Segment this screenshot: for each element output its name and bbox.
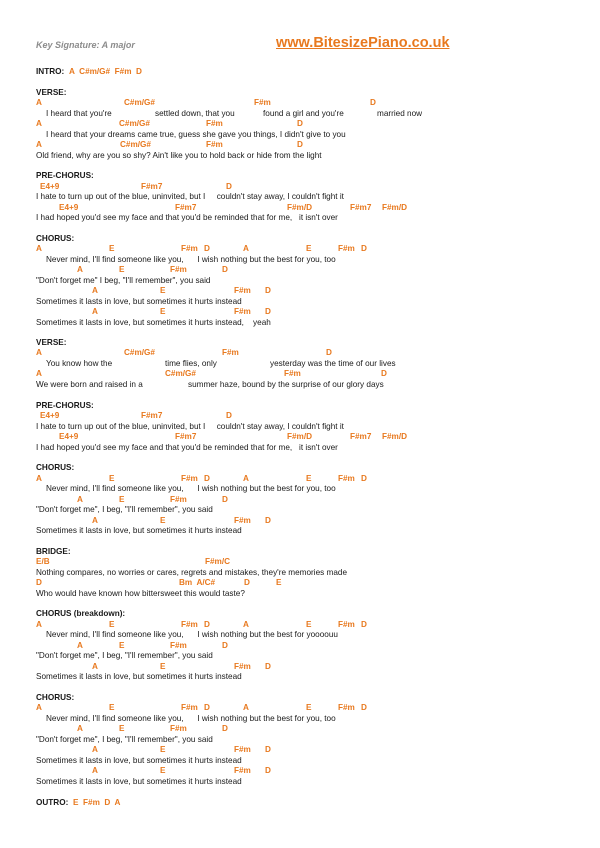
chord-symbol: A — [77, 724, 83, 733]
section-label — [0, 170, 600, 181]
lyric-text: I heard that you're — [46, 109, 112, 118]
chord-symbol: A — [92, 662, 98, 671]
chord-symbol: E — [306, 474, 312, 483]
chord-symbol: F#m — [222, 348, 239, 357]
chord-symbol: D — [222, 265, 228, 274]
lyric-text: Sometimes it lasts in love, but sometimes it hurts instead, yeah — [36, 318, 271, 327]
lyric-line — [0, 671, 600, 682]
chord-symbol: A — [243, 620, 249, 629]
lyric-text: I hate to turn up out of the blue, uninvited, but I couldn't stay away, I couldn't fight it — [36, 422, 344, 431]
chord-symbol: F#m — [181, 620, 198, 629]
lyric-line — [0, 776, 600, 787]
chord-symbol: D — [204, 244, 210, 253]
chord-symbol: A — [92, 745, 98, 754]
lyric-text: settled down, that you — [155, 109, 235, 118]
chord-symbol: A — [36, 98, 42, 107]
chord-symbol: A — [92, 766, 98, 775]
chord-symbol: E — [160, 745, 166, 754]
chord-line — [0, 723, 600, 734]
chord-line — [0, 139, 600, 150]
chord-symbol: F#m — [170, 641, 187, 650]
lyric-line — [0, 317, 600, 328]
chord-symbol: E — [109, 474, 115, 483]
chord-line — [0, 556, 600, 567]
chord-symbol: D — [222, 641, 228, 650]
section-heading: CHORUS: — [36, 463, 75, 472]
chord-symbol: C#m/G# — [124, 98, 155, 107]
chord-symbol: D — [265, 516, 271, 525]
chord-symbol: E4+9 — [40, 182, 60, 191]
chord-line — [0, 347, 600, 358]
chord-symbol: F#m — [181, 244, 198, 253]
section-label — [0, 462, 600, 473]
section-heading: PRE-CHORUS: — [36, 401, 94, 410]
chord-symbol: D — [297, 140, 303, 149]
lyric-line — [0, 191, 600, 202]
chord-symbol: F#m — [170, 495, 187, 504]
chord-line — [0, 431, 600, 442]
lyric-text: Sometimes it lasts in love, but sometimes it hurts instead — [36, 777, 242, 786]
lyric-text: "Don't forget me" I beg, "I'll remember", you said — [36, 276, 211, 285]
chord-symbol: F#m — [234, 286, 251, 295]
chord-symbol: D — [361, 703, 367, 712]
lyric-line — [0, 629, 600, 640]
chord-symbol: E — [119, 265, 125, 274]
chord-symbol: F#m/C — [205, 557, 231, 566]
chord-symbol: E4+9 — [59, 432, 79, 441]
chord-symbol: F#m/D — [287, 203, 313, 212]
lyric-text: Old friend, why are you so shy? Ain't like you to hold back or hide from the light — [36, 151, 322, 160]
chord-symbol: F#m — [170, 724, 187, 733]
chord-symbol: A — [92, 286, 98, 295]
chord-symbol: D — [326, 348, 332, 357]
chord-symbol: F#m — [338, 703, 355, 712]
section-heading: VERSE: — [36, 338, 67, 347]
lyric-text: "Don't forget me", I beg, "I'll remember", you said — [36, 735, 213, 744]
lyric-line — [0, 588, 600, 599]
chord-symbol: A — [36, 474, 42, 483]
lyric-text: Nothing compares, no worries or cares, regrets and mistakes, they're memories made — [36, 568, 347, 577]
chord-symbol: F#m — [234, 307, 251, 316]
chord-symbol: A — [243, 474, 249, 483]
chord-symbol: D — [361, 620, 367, 629]
lyric-text: We were born and raised in a — [36, 380, 143, 389]
section-label — [0, 66, 600, 77]
chord-line — [0, 577, 600, 588]
chord-symbol: D — [204, 703, 210, 712]
chord-symbol: A — [36, 244, 42, 253]
chord-line — [0, 765, 600, 776]
chord-symbol: F#m — [170, 265, 187, 274]
chord-symbol: E — [119, 495, 125, 504]
chord-symbol: D — [265, 286, 271, 295]
lyric-text: Who would have known how bittersweet this would taste? — [36, 589, 245, 598]
chord-line — [0, 368, 600, 379]
lyric-text: "Don't forget me", I beg, "I'll remember", you said — [36, 505, 213, 514]
lyric-line — [0, 150, 600, 161]
chord-symbol: F#m — [181, 474, 198, 483]
chord-symbol: F#m — [338, 474, 355, 483]
lyric-text: summer haze, bound by the surprise of our glory days — [188, 380, 384, 389]
chord-symbol: E — [306, 703, 312, 712]
chord-symbol: F#m/D — [287, 432, 313, 441]
chord-symbol: A — [36, 348, 42, 357]
chord-symbol: F#m — [234, 766, 251, 775]
lyric-text: You know how the — [46, 359, 113, 368]
lyric-text: Sometimes it lasts in love, but sometimes it hurts instead — [36, 297, 242, 306]
chord-symbol: E4+9 — [40, 411, 60, 420]
section-label — [0, 797, 600, 808]
website-link[interactable]: www.BitesizePiano.co.uk — [276, 35, 450, 51]
chord-symbol: F#m7 — [175, 432, 197, 441]
chord-symbol: A — [36, 369, 42, 378]
chord-symbol: D — [265, 745, 271, 754]
chord-symbol: A — [77, 641, 83, 650]
chord-symbol: E — [276, 578, 282, 587]
lyric-text: I had hoped you'd see my face and that you'd be reminded that for me, it isn't over — [36, 213, 338, 222]
chord-symbol: A — [243, 244, 249, 253]
chord-symbol: F#m7 — [350, 432, 372, 441]
lyric-text: Never mind, I'll find someone like you, I wish nothing but the best for you, too — [46, 255, 336, 264]
chord-symbol: A — [36, 119, 42, 128]
section-heading: OUTRO: — [36, 798, 69, 807]
section-heading: PRE-CHORUS: — [36, 171, 94, 180]
chord-symbol: E — [160, 516, 166, 525]
lyric-text: I heard that your dreams came true, guess she gave you things, I didn't give to you — [46, 130, 346, 139]
chord-symbol: E — [109, 244, 115, 253]
chord-symbol: A — [92, 307, 98, 316]
chord-symbol: F#m — [181, 703, 198, 712]
section-heading: CHORUS (breakdown): — [36, 609, 126, 618]
chord-symbol: E — [160, 662, 166, 671]
chord-symbol: F#m — [284, 369, 301, 378]
section-heading: VERSE: — [36, 88, 67, 97]
lyric-line — [0, 650, 600, 661]
chord-symbol: F#m — [206, 140, 223, 149]
chord-symbol: A — [77, 265, 83, 274]
chord-symbol: F#m/D — [382, 203, 408, 212]
chord-symbol: A — [92, 516, 98, 525]
chord-symbol: A — [36, 140, 42, 149]
lyric-text: time flies, only — [165, 359, 217, 368]
chord-symbol: E — [306, 620, 312, 629]
section-heading: CHORUS: — [36, 234, 75, 243]
chord-symbol: D — [297, 119, 303, 128]
chord-symbol: D — [265, 662, 271, 671]
lyric-text: "Don't forget me", I beg, "I'll remember", you said — [36, 651, 213, 660]
lyric-line — [0, 442, 600, 453]
lyric-text: yesterday was the time of our lives — [270, 359, 396, 368]
chord-symbol: D — [265, 307, 271, 316]
lyric-text: found a girl and you're — [263, 109, 344, 118]
section-label — [0, 608, 600, 619]
chord-symbol: E F#m D A — [73, 798, 121, 807]
chord-symbol: E/B — [36, 557, 50, 566]
chord-line — [0, 306, 600, 317]
lyric-text: Sometimes it lasts in love, but sometimes it hurts instead — [36, 526, 242, 535]
lyric-text: Sometimes it lasts in love, but sometimes it hurts instead — [36, 672, 242, 681]
chord-symbol: A C#m/G# F#m D — [69, 67, 142, 76]
chord-symbol: D — [36, 578, 42, 587]
key-signature: Key Signature: A major — [36, 40, 135, 50]
chord-symbol: D — [204, 474, 210, 483]
chord-symbol: F#m — [234, 745, 251, 754]
chord-line — [0, 285, 600, 296]
chord-symbol: F#m7 — [141, 411, 163, 420]
chord-symbol: E — [160, 766, 166, 775]
chord-line — [0, 744, 600, 755]
lyric-text: Never mind, I'll find someone like you, I wish nothing but the best for yoooouu — [46, 630, 338, 639]
chord-symbol: D — [381, 369, 387, 378]
section-heading: BRIDGE: — [36, 547, 71, 556]
chord-symbol: C#m/G# — [120, 140, 151, 149]
chord-symbol: E — [306, 244, 312, 253]
section-heading: CHORUS: — [36, 693, 75, 702]
chord-line — [0, 118, 600, 129]
chord-symbol: D — [226, 411, 232, 420]
chord-symbol: E — [109, 620, 115, 629]
chord-symbol: F#m7 — [175, 203, 197, 212]
chord-symbol: D — [204, 620, 210, 629]
chord-symbol: A — [77, 495, 83, 504]
chord-symbol: A — [243, 703, 249, 712]
lyric-text: Never mind, I'll find someone like you, I wish nothing but the best for you, too — [46, 484, 336, 493]
chord-symbol: F#m — [338, 244, 355, 253]
chord-symbol: C#m/G# — [165, 369, 196, 378]
chord-line — [0, 702, 600, 713]
chord-symbol: F#m/D — [382, 432, 408, 441]
section-heading: INTRO: — [36, 67, 65, 76]
lyric-text: I had hoped you'd see my face and that you'd be reminded that for me, it isn't over — [36, 443, 338, 452]
chord-symbol: F#m — [254, 98, 271, 107]
chord-symbol: C#m/G# — [119, 119, 150, 128]
chord-line — [0, 264, 600, 275]
chord-symbol: F#m — [234, 516, 251, 525]
lyric-line — [0, 379, 600, 390]
lyric-line — [0, 504, 600, 515]
chord-symbol: F#m — [206, 119, 223, 128]
chord-symbol: F#m — [234, 662, 251, 671]
chord-symbol: D — [226, 182, 232, 191]
chord-symbol: D — [222, 724, 228, 733]
chord-symbol: E4+9 — [59, 203, 79, 212]
lyric-text: Sometimes it lasts in love, but sometimes it hurts instead — [36, 756, 242, 765]
chord-line — [0, 243, 600, 254]
chord-symbol: E — [109, 703, 115, 712]
lyric-text: married now — [377, 109, 423, 118]
chord-symbol: E — [160, 286, 166, 295]
chord-symbol: C#m/G# — [124, 348, 155, 357]
lyric-text: Never mind, I'll find someone like you, I wish nothing but the best for you, too — [46, 714, 336, 723]
chord-symbol: D — [361, 474, 367, 483]
chord-symbol: F#m7 — [350, 203, 372, 212]
chord-line — [0, 410, 600, 421]
chord-symbol: E — [119, 724, 125, 733]
chord-symbol: E — [119, 641, 125, 650]
chord-symbol: F#m7 — [141, 182, 163, 191]
chord-symbol: D — [244, 578, 250, 587]
lyric-line — [0, 212, 600, 223]
lyric-line — [0, 483, 600, 494]
chord-symbol: A — [36, 620, 42, 629]
chord-symbol: Bm A/C# — [179, 578, 216, 587]
chord-line — [0, 97, 600, 108]
chord-symbol: D — [361, 244, 367, 253]
chord-symbol: D — [370, 98, 376, 107]
chord-symbol: A — [36, 703, 42, 712]
chord-symbol: D — [222, 495, 228, 504]
chord-symbol: F#m — [338, 620, 355, 629]
lyric-line — [0, 525, 600, 536]
chord-symbol: D — [265, 766, 271, 775]
chord-symbol: E — [160, 307, 166, 316]
lyric-text: I hate to turn up out of the blue, uninvited, but I couldn't stay away, I couldn't fight it — [36, 192, 344, 201]
